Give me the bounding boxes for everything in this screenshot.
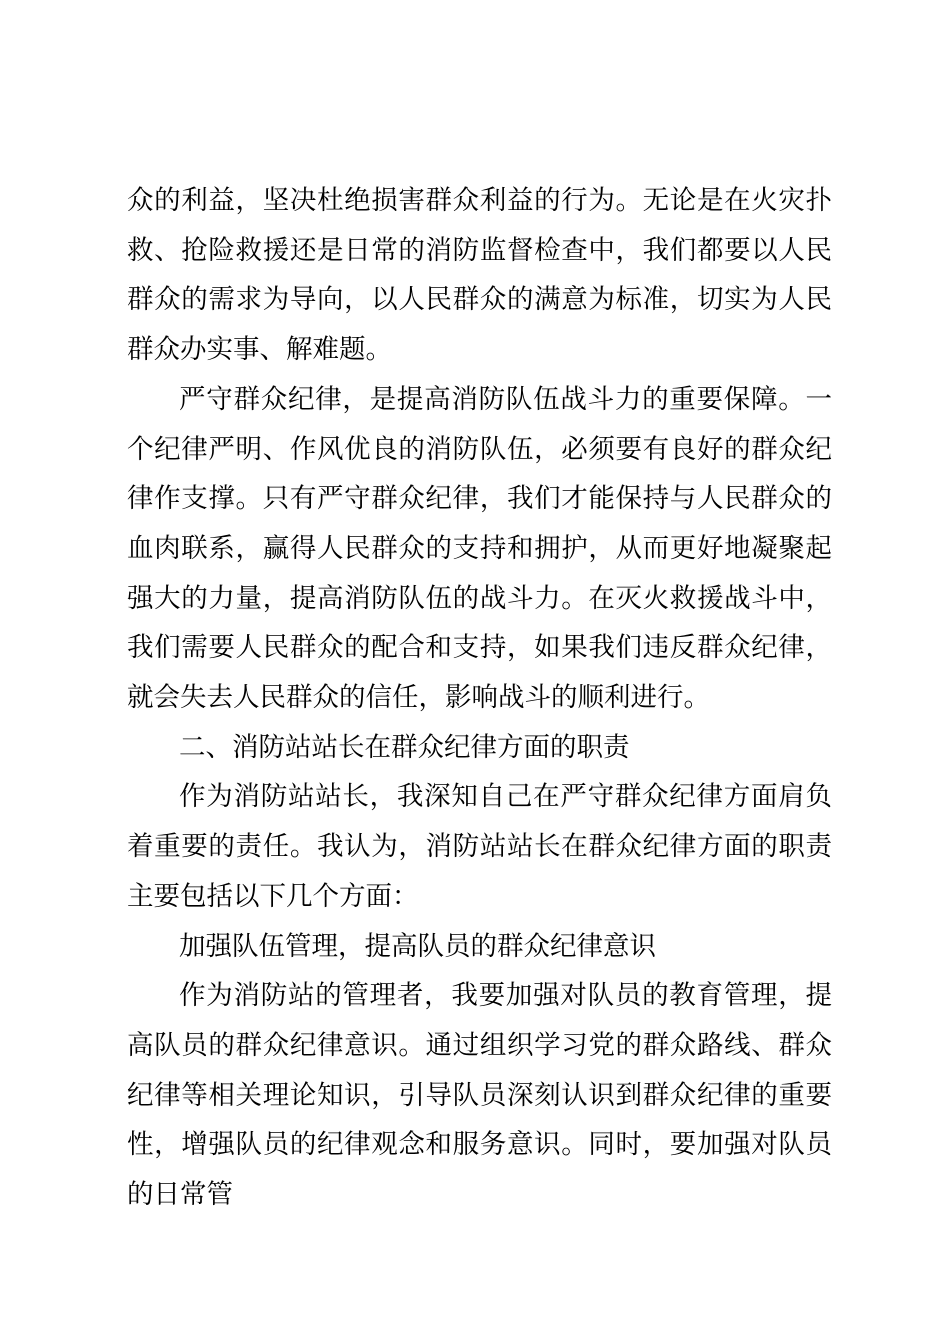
paragraph-team-management: 作为消防站的管理者，我要加强对队员的教育管理，提高队员的群众纪律意识。通过组织学习党的群众路线、群众纪律等相关理论知识，引导队员深刻认识到群众纪律的重要性，增强队员的纪律观念和服务意识。同时，要加强对队员的日常管 (127, 980, 832, 1211)
document-body (127, 176, 832, 1220)
paragraph-public-interest: 众的利益，坚决杜绝损害群众利益的行为。无论是在火灾扑救、抢险救援还是日常的消防监督检查中，我们都要以人民群众的需求为导向，以人民群众的满意为标准，切实为人民群众办实事、解难题。 (127, 185, 832, 366)
paragraph-station-chief-duty: 作为消防站站长，我深知自己在严守群众纪律方面肩负着重要的责任。我认为，消防站站长在群众纪律方面的职责主要包括以下几个方面： (127, 781, 832, 912)
paragraph-discipline-importance: 严守群众纪律，是提高消防队伍战斗力的重要保障。一个纪律严明、作风优良的消防队伍，必须要有良好的群众纪律作支撑。只有严守群众纪律，我们才能保持与人民群众的血肉联系，赢得人民群众的支持和拥护，从而更好地凝聚起强大的力量，提高消防队伍的战斗力。在灭火救援战斗中，我们需要人民群众的配合和支持，如果我们违反群众纪律，就会失去人民群众的信任，影响战斗的顺利进行。 (127, 383, 832, 714)
subheading-team-management: 加强队伍管理，提高队员的群众纪律意识 (179, 930, 656, 962)
section-heading-responsibilities: 二、消防站站长在群众纪律方面的职责 (179, 731, 630, 763)
